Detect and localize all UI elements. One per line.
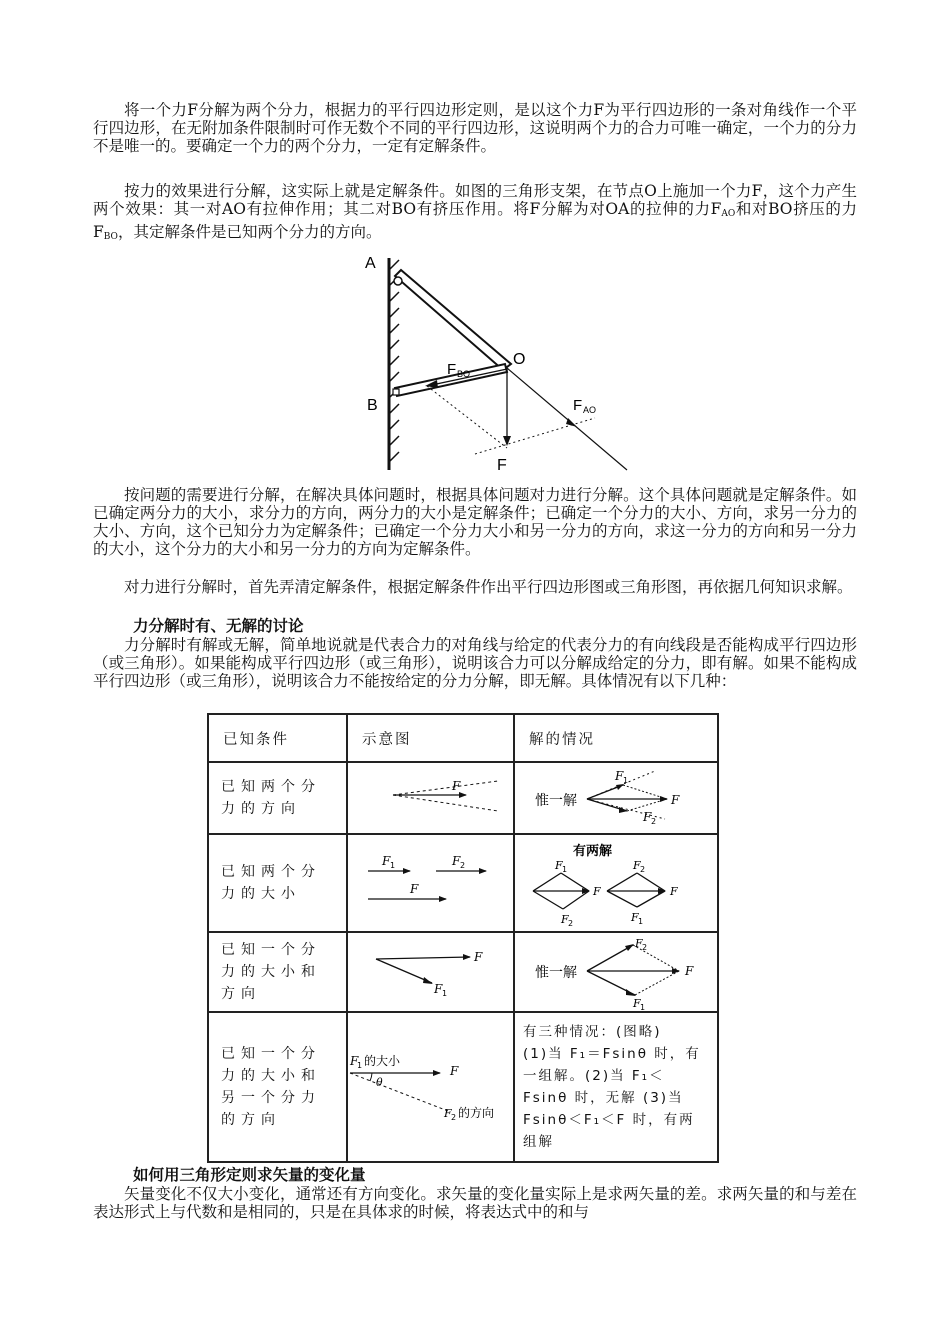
row-1-diagram-label-f: F xyxy=(452,779,461,793)
row-4-solution-line-2: (1)当 F₁＝Fsinθ 时，有 xyxy=(523,1046,701,1062)
row-4-diagram-sub-2: 2 xyxy=(451,1113,457,1122)
ao-extension xyxy=(507,368,627,470)
subscript-bo: BO xyxy=(103,232,118,242)
row-3-solution-label-f: F xyxy=(685,964,694,978)
label-fbo: F xyxy=(447,361,457,378)
row-4-solution xyxy=(514,1012,718,1162)
row-1-solution-label-f1: F xyxy=(615,769,624,783)
row-3-solution-svg xyxy=(515,933,717,1011)
row-2-solution-label-a-f2: F xyxy=(561,913,569,926)
label-b: B xyxy=(367,397,378,414)
row-4-solution-line-5: Fsinθ＜F₁＜F 时，有两 xyxy=(523,1112,695,1128)
row-1-condition: 已知两个分力的方向 xyxy=(208,762,347,834)
row-4-diagram-theta: θ xyxy=(376,1076,383,1089)
label-fao: F xyxy=(573,397,583,414)
header-diagram: 示意图 xyxy=(347,714,514,762)
dotted-line-2 xyxy=(475,418,595,454)
row-4-solution-line-1: 有三种情况：(图略) xyxy=(523,1024,662,1040)
row-4-solution-line-3: 一组解。(2)当 F₁＜ xyxy=(523,1068,665,1084)
row-1-diagram xyxy=(347,762,514,834)
rod-ao xyxy=(395,270,511,370)
row-3-diagram-sub-1: 1 xyxy=(442,989,448,998)
row-2-solution-label-b-f: F xyxy=(670,885,678,898)
heading-1: 力分解时有、无解的讨论 xyxy=(133,617,304,635)
row-4-condition: 已知一个分力的大小和另一个分力的方向 xyxy=(208,1012,347,1162)
row-1-solution-label-f: F xyxy=(671,793,680,807)
row-2-diagram-svg xyxy=(348,835,513,931)
row-2-solution-sub-b2: 2 xyxy=(640,865,646,874)
label-o: O xyxy=(513,351,526,368)
row-3-solution-label-f1: F xyxy=(633,997,641,1010)
row-3-diagram-label-f: F xyxy=(474,950,483,964)
paragraph-2 xyxy=(93,182,857,246)
row-4-diagram-svg xyxy=(348,1013,513,1161)
subscript-ao: AO xyxy=(721,209,736,219)
table-row xyxy=(208,834,718,932)
row-2-solution xyxy=(514,834,718,932)
paragraph-1: 将一个力F分解为两个分力，根据力的平行四边形定则，是以这个力F为平行四边形的一条对角线作一个平行四边形，在无附加条件限制时可作无数个不同的平行四边形，这说明两个力的合力可唯一确定，一个力的分力不是唯一的。要确定一个力的两个分力，一定有定解条件。 xyxy=(93,101,857,155)
decomposition-table xyxy=(207,713,719,1163)
row-2-diagram-label-f2: F xyxy=(452,854,461,868)
paragraph-5: 力分解时有解或无解，简单地说就是代表合力的对角线与给定的代表分力的有向线段是否能构成平行四边形（或三角形）。如果能构成平行四边形（或三角形），说明该合力可以分解成给定的分力，即有解。如果不能构成平行四边形（或三角形），说明该合力不能按给定的分力分解，即无解。具体情况有以下几种： xyxy=(93,636,857,690)
paragraph-3: 按问题的需要进行分解，在解决具体问题时，根据具体问题对力进行分解。这个具体问题就是定解条件。如已确定两分力的大小，求分力的方向，两分力的大小是定解条件；已确定一个分力的大小、方向，求另一分力的大小、方向，这个已知分力为定解条件；已确定一个分力大小和另一分力的方向，求这一分力的方向和另一分力的大小，这个分力的大小和另一分力的方向为定解条件。 xyxy=(93,486,857,558)
row-4-diagram-label-f2: F xyxy=(444,1107,452,1120)
table-header-row xyxy=(208,714,718,762)
row-1-solution-label-f2: F xyxy=(643,810,652,824)
label-a: A xyxy=(365,255,376,272)
row-4-solution-line-6: 组解 xyxy=(523,1134,554,1150)
paragraph-2-text-c: ，其定解条件是已知两个分力的方向。 xyxy=(117,223,382,241)
paragraph-4: 对力进行分解时，首先弄清定解条件，根据定解条件作出平行四边形图或三角形图，再依据几何知识求解。 xyxy=(124,578,853,596)
row-2-diagram-sub-2: 2 xyxy=(460,861,466,870)
row-2-solution-sub-a1: 1 xyxy=(562,865,568,874)
row-1-solution-text: 惟一解 xyxy=(535,792,577,808)
pin-b xyxy=(393,389,399,395)
row-2-solution-label-b-f1: F xyxy=(631,911,639,924)
row-2-diagram-sub-1: 1 xyxy=(390,861,396,870)
row-4-diagram-label-f1: F xyxy=(350,1054,359,1068)
row-3-diagram-svg xyxy=(348,933,513,1011)
row-4-solution-line-4: Fsinθ 时，无解 (3)当 xyxy=(523,1090,684,1106)
row-1-solution-svg xyxy=(515,763,717,833)
table-row xyxy=(208,932,718,1012)
pin-a xyxy=(394,277,402,285)
row-1-solution-sub-1: 1 xyxy=(623,776,629,785)
row-2-diagram-label-f1: F xyxy=(382,854,391,868)
row-2-solution-label-a-f: F xyxy=(593,885,601,898)
row-3-diagram-label-f1: F xyxy=(434,982,443,996)
row-1-solution xyxy=(514,762,718,834)
row-3-solution-sub-2: 2 xyxy=(642,943,648,952)
paragraph-2-text-b: 和对BO挤压的力F xyxy=(93,200,857,241)
row-2-condition: 已知两个分力的大小 xyxy=(208,834,347,932)
row-4-diagram-magnitude: 的大小 xyxy=(364,1054,401,1068)
heading-2: 如何用三角形定则求矢量的变化量 xyxy=(133,1166,366,1184)
force-fao-arrowhead xyxy=(566,418,577,427)
row-2-solution-text: 有两解 xyxy=(573,843,613,858)
row-1-solution-sub-2: 2 xyxy=(651,817,657,826)
row-3-solution-text: 惟一解 xyxy=(535,964,577,980)
row-2-diagram xyxy=(347,834,514,932)
row-4-diagram-label-f: F xyxy=(450,1064,459,1078)
row-2-solution-sub-a2: 2 xyxy=(568,919,574,928)
row-2-solution-sub-b1: 1 xyxy=(638,917,644,926)
row-2-diagram-label-f: F xyxy=(410,882,419,896)
row-1-diagram-svg xyxy=(348,763,513,833)
row-4-diagram xyxy=(347,1012,514,1162)
force-f-arrowhead xyxy=(503,436,511,446)
table-row xyxy=(208,762,718,834)
header-condition: 已知条件 xyxy=(208,714,347,762)
row-4-diagram-sub-1: 1 xyxy=(357,1061,363,1070)
label-f: F xyxy=(497,457,507,474)
paragraph-2-text-a: 按力的效果进行分解，这实际上就是定解条件。如图的三角形支架，在节点O上施加一个力F，这个力产生两个效果：其一对AO有拉伸作用；其二对BO有挤压作用。将F分解为对OA的拉伸的力F xyxy=(93,182,857,218)
paragraph-6: 矢量变化不仅大小变化，通常还有方向变化。求矢量的变化量实际上是求两矢量的差。求两矢量的和与差在表达形式上与代数和是相同的，只是在具体求的时候，将表达式中的和与 xyxy=(93,1185,857,1221)
bracket-figure xyxy=(355,248,635,478)
row-3-diagram xyxy=(347,932,514,1012)
row-3-condition: 已知一个分力的大小和方向 xyxy=(208,932,347,1012)
row-2-solution-label-a-f1: F xyxy=(555,859,563,872)
table-row xyxy=(208,1012,718,1162)
row-2-solution-label-b-f2: F xyxy=(633,859,641,872)
row-2-solution-svg xyxy=(515,835,717,931)
row-3-solution xyxy=(514,932,718,1012)
label-fao-sub: AO xyxy=(583,405,597,415)
row-4-diagram-direction: 的方向 xyxy=(458,1106,495,1120)
row-3-solution-label-f2: F xyxy=(635,937,643,950)
label-fbo-sub: BO xyxy=(457,369,471,379)
dotted-line-1 xyxy=(427,386,507,448)
header-solution: 解的情况 xyxy=(514,714,718,762)
row-3-solution-sub-1: 1 xyxy=(640,1003,646,1011)
